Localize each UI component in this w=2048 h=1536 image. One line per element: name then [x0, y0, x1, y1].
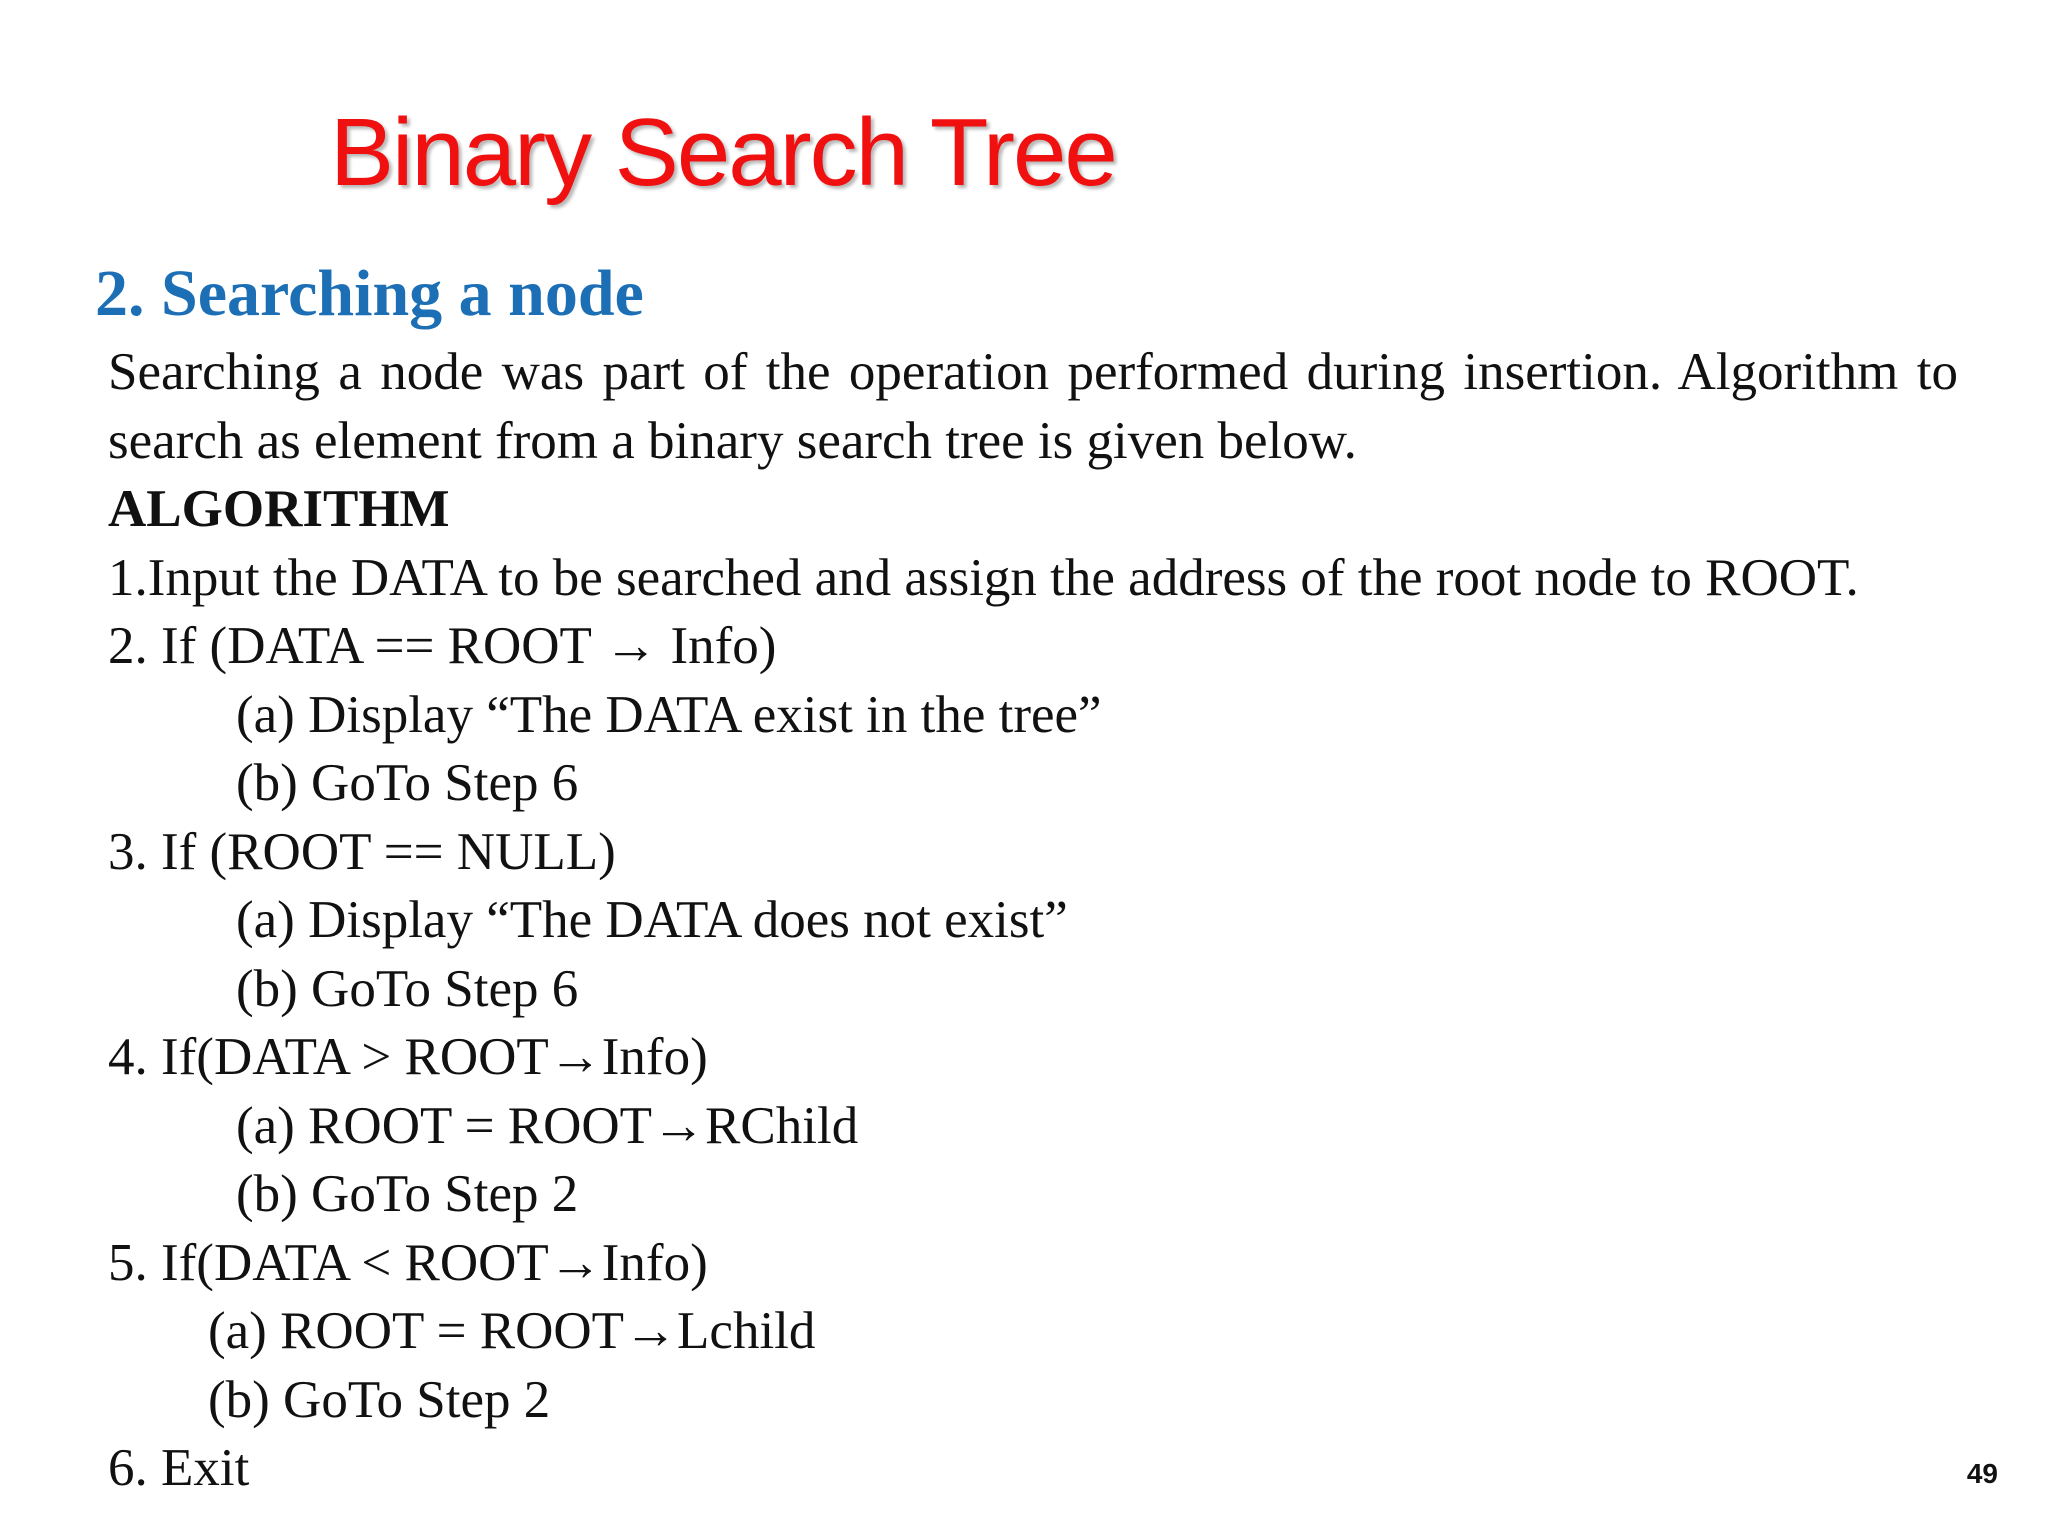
step-3b: (b) GoTo Step 6: [236, 959, 579, 1018]
step-2b: (b) GoTo Step 6: [236, 754, 579, 812]
step-6-exit: 6. Exit: [108, 1439, 250, 1497]
algorithm-heading: ALGORITHM: [108, 480, 450, 538]
step-3-condition: 3. If (ROOT == NULL): [108, 822, 616, 881]
intro-paragraph: Searching a node was part of the operation performed during insertion. Algorithm to search as element from a binary search tree is given below.: [108, 343, 1958, 470]
slide-body: [108, 338, 1958, 1503]
step-2a: (a) Display “The DATA exist in the tree”: [236, 685, 1102, 744]
section-heading: 2. Searching a node: [95, 257, 644, 330]
step-4-condition: 4. If(DATA > ROOT→Info): [108, 1028, 708, 1086]
step-1-paragraph: 1.Input the DATA to be searched and assign the address of the root node to ROOT.: [108, 548, 1859, 607]
step-4a: (a) ROOT = ROOT→RChild: [236, 1096, 859, 1155]
step-4b: (b) GoTo Step 2: [236, 1165, 579, 1223]
step-5a: (a) ROOT = ROOT→Lchild: [208, 1302, 816, 1360]
step-5-condition: 5. If(DATA < ROOT→Info): [108, 1233, 708, 1292]
slide-title: Binary Search Tree: [330, 99, 1116, 206]
page-number: 49: [1966, 1458, 1998, 1489]
step-2-condition: 2. If (DATA == ROOT → Info): [108, 617, 777, 675]
step-5b: (b) GoTo Step 2: [208, 1370, 551, 1429]
step-3a: (a) Display “The DATA does not exist”: [236, 891, 1068, 949]
